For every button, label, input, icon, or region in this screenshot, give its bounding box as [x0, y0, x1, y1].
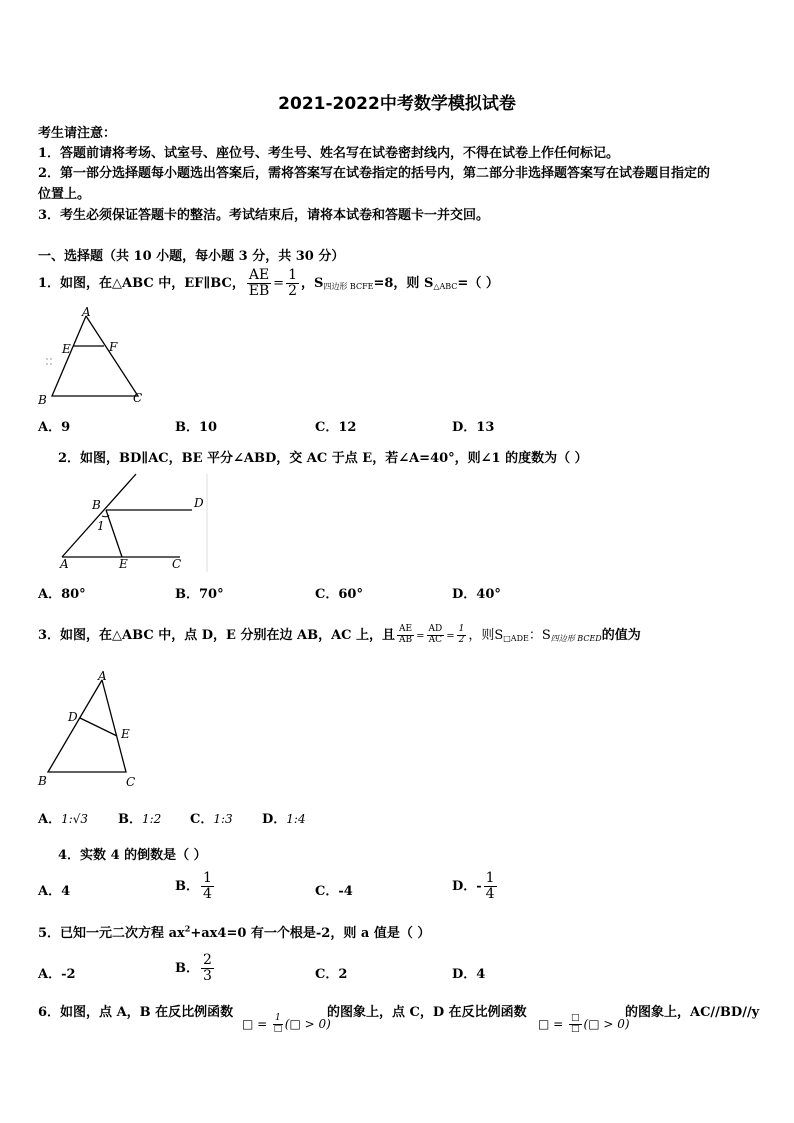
- q5-option-b: B． $\frac{2}{3}$: [175, 951, 212, 984]
- label-B: B: [38, 393, 47, 407]
- q1-option-b: B．10: [175, 420, 218, 435]
- fraction-ae-ab: $\frac{AE}{AB}$: [399, 624, 413, 645]
- parallel-lines-figure: [52, 470, 210, 574]
- label-E: E: [119, 557, 128, 571]
- label-B: B: [92, 498, 101, 512]
- triangle-figure-3: [34, 668, 154, 792]
- fraction-half: $\frac{1}{2}$: [288, 266, 297, 299]
- label-A: A: [98, 669, 107, 683]
- q3-option-c: C．1:3: [190, 812, 233, 827]
- q4-option-d: D．- $\frac{1}{4}$: [452, 869, 495, 902]
- q2-option-b: B．70°: [175, 587, 224, 602]
- label-E: E: [62, 342, 71, 356]
- q3-option-a: A．1:√3: [38, 812, 89, 827]
- q5-option-a: A．-2: [38, 967, 76, 982]
- q1-option-c: C．12: [315, 420, 357, 435]
- q3-option-b: B．1:2: [118, 812, 162, 827]
- fraction-ad-ac: $\frac{AD}{AC}$: [428, 624, 443, 645]
- question-6-part-2: 的图象上，点 C，D 在反比例函数: [327, 1005, 527, 1020]
- label-C: C: [172, 557, 182, 571]
- label-D: D: [194, 496, 204, 510]
- q2-option-c: C．60°: [315, 587, 363, 602]
- question-3: 3．如图，在△ABC 中，点 D，E 分别在边 AB，AC 上，且 $\frac{AE}{AB}$ = $\frac{AD}{AC}$ = $\frac{1}{2}$ ，则$S_{□ADE}$：$S_{四边形 BCED}$的值为: [38, 624, 641, 645]
- notice-item-2: 2．第一部分选择题每小题选出答案后，需将答案写在试卷指定的括号内，第二部分非选择题答案写在试卷题目指定的: [38, 166, 711, 181]
- fraction-half: $\frac{1}{2}$: [458, 624, 465, 645]
- label-E: E: [121, 727, 130, 741]
- notice-heading: 考生请注意：: [38, 126, 117, 141]
- question-1: 1．如图，在△ABC 中，EF∥BC， $\frac{AE}{EB}$ = $\frac{1}{2}$ ，$S_{四边形 BCFE}=8$，则 $S_{\triangle ABC}=$（ ）: [38, 266, 499, 299]
- label-B: B: [38, 774, 47, 788]
- notice-item-1: 1．答题前请将考场、试室号、座位号、考生号、姓名写在试卷密封线内，不得在试卷上作任何标记。: [38, 146, 620, 161]
- q4-option-b: B． $\frac{1}{4}$: [175, 869, 212, 902]
- section-heading: 一、选择题（共 10 小题，每小题 3 分，共 30 分）: [38, 249, 345, 264]
- question-2: 2．如图，BD∥AC，BE 平分∠ABD，交 AC 于点 E，若∠A=40°，则∠1 的度数为（ ）: [58, 451, 588, 466]
- q4-option-a: A．4: [38, 884, 71, 899]
- q5-option-d: D．4: [452, 967, 486, 982]
- function-formula-1: □ = $\frac{1}{□}$ (□ > 0): [242, 1013, 331, 1034]
- label-A: A: [82, 305, 91, 319]
- question-6-part-1: 6．如图，点 A，B 在反比例函数: [38, 1005, 234, 1020]
- q4-option-c: C．-4: [315, 884, 353, 899]
- fraction-ae-eb: $\frac{AE}{EB}$: [248, 266, 270, 299]
- q5-option-c: C．2: [315, 967, 348, 982]
- function-formula-2: □ = $\frac{□}{□}$ (□ > 0): [538, 1013, 630, 1034]
- label-angle-1: 1: [97, 519, 105, 533]
- question-6-part-3: 的图象上，AC//BD//y: [625, 1005, 760, 1020]
- q1-option-a: A．9: [38, 420, 71, 435]
- question-5: 5．已知一元二次方程 $ax^2+ax4=0$ 有一个根是-2，则 a 值是（ ）: [38, 923, 431, 941]
- label-C: C: [133, 391, 143, 405]
- label-D: D: [68, 710, 78, 724]
- q2-option-a: A．80°: [38, 587, 86, 602]
- label-A: A: [60, 557, 69, 571]
- notice-item-3: 3．考生必须保证答题卡的整洁。考试结束后，请将本试卷和答题卡一并交回。: [38, 208, 490, 223]
- q3-option-d: D．1:4: [262, 812, 306, 827]
- q2-option-d: D．40°: [452, 587, 501, 602]
- notice-item-2-cont: 位置上。: [38, 187, 91, 202]
- label-C: C: [126, 775, 136, 789]
- question-4: 4．实数 4 的倒数是（ ）: [58, 848, 207, 863]
- triangle-figure-1: [34, 304, 154, 408]
- page-title: 2021-2022中考数学模拟试卷: [278, 94, 516, 114]
- q1-option-d: D．13: [452, 420, 495, 435]
- label-F: F: [109, 340, 118, 354]
